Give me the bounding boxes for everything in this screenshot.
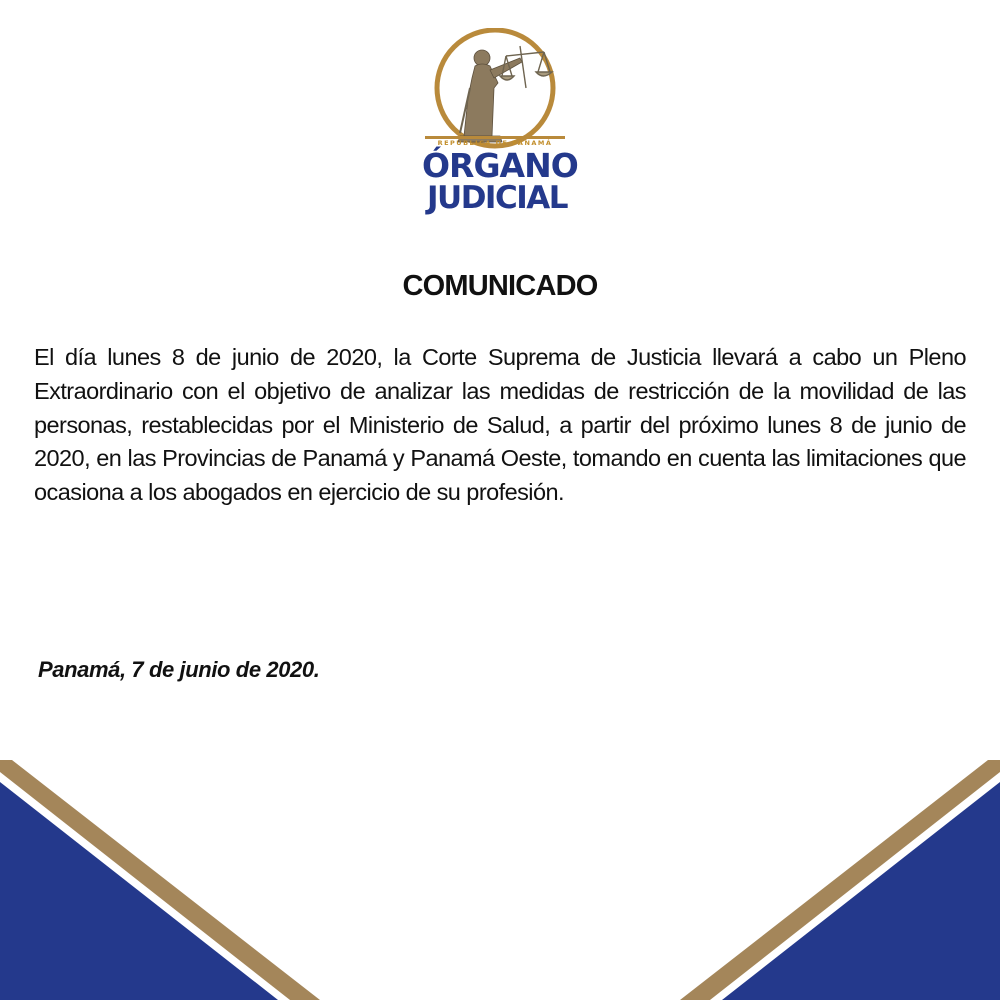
left-corner-decoration [0, 760, 320, 1000]
page-title: COMUNICADO [402, 270, 598, 302]
logo-organo-text: ÓRGANO [422, 146, 578, 185]
announcement-body: El día lunes 8 de junio de 2020, la Corte Suprema de Justicia llevará a cabo un Pleno Extraordinario con el objetivo de analizar las medidas de restricción de la movilidad de las personas, restablecidas por el Ministerio de Salud, a partir del próximo lunes 8 de junio de 2020, en las Provincias de Panamá y Panamá Oeste, tomando en cuenta las limitaciones que ocasiona a los abogados en ejercicio de su profesión. [34, 344, 966, 506]
logo-judicial-text: JUDICIAL [426, 180, 567, 216]
organo-judicial-logo [420, 28, 580, 218]
justice-emblem-icon [420, 28, 570, 153]
left-blue-triangle [0, 782, 278, 1000]
right-blue-triangle [722, 782, 1000, 1000]
date-line: Panamá, 7 de junio de 2020. [38, 657, 320, 682]
logo-country-text: REPÚBLICA DE PANAMÁ [437, 139, 553, 147]
right-corner-decoration [680, 760, 1000, 1000]
